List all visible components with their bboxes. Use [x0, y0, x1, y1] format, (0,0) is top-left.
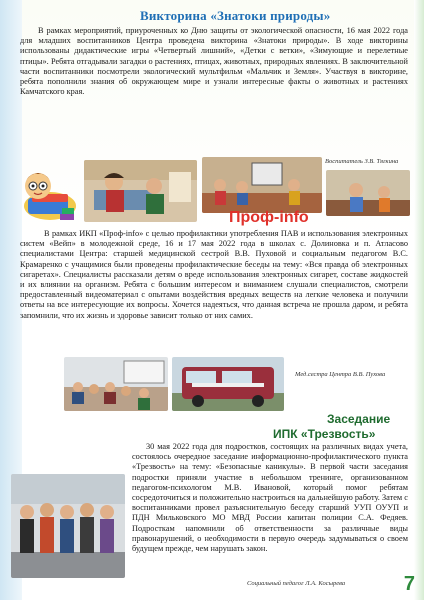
section1-paragraph: В рамках мероприятий, приуроченных ко Дню защиты от экологической опасности, 16 мая 2022 года для младших воспитанников Центра проведена викторина «Знатоки природы». В ходе викторины использованы дидактические игры «Четвертый лишний», «Детки с ветки», «Зимующие и перелетные птицы». Ребята отгадывали загадки о растениях, птицах, животных, природных явлениях. В заключительной части воспитанники посмотрели экологический мультфильм «Мальчик и Земля». Участвуя в викторине, ребята пополнили знания об окружающем мире и узнали интересные факты о животных и растениях Камчатского края.	[20, 26, 408, 97]
section1-signature: Воспитатель З.В. Тягкина	[325, 158, 399, 165]
section3-paragraph: 30 мая 2022 года для подростков, состоящих на различных видах учета, состоялось очередное заседание информационно-профилактического пункта «Трезвость» на тему: «Безопасные каникулы». В первой части заседания подростки приняли участие в небольшом тренинге, организованном педагогом-психологом М.В. Ивановой, который помог ребятам сосредоточиться и положительно настроиться на дальнейшую работу. Затем с воспитанниками провел разъяснительную беседу старший УУП ОУУП и ПДН Мильковского МО МВД России капитан полиции С.А. Федяев. Подросткам напомнили об ответственности за различные виды правонарушений, о необходимости в первую очередь задумываться о своем будущем прежде, чем нарушать закон.	[20, 442, 408, 568]
section3-signature: Социальный педагог Л.А. Косырева	[247, 580, 346, 587]
section2-photo-2	[172, 357, 284, 411]
section2-paragraph: В рамках ИКП «Проф-info» с целью профилактики употребления ПАВ и использования электронных систем «Вейп» в молодежной среде, 16 и 17 мая 2022 года в школах с. Долиновка и п. Атласово специалистами Центра: старшей медицинской сестрой В.В. Пуховой и социальным педагогом В.С. Крамаренко с учащимися были проведены профилактические беседы на тему: «Вся правда об электронных сигаретах». Специалисты рассказали детям о вреде использования электронных сигарет, составе жидкостей и их влиянии на организм. Ребята с большим интересом и вниманием слушали специалистов, смотрели предоставленный видеоматериал с опытами воздействия вредных веществ на легкие человека и получили ответы на все интересующие их вопросы. Хочется надеяться, что данная встреча не прошла даром, и ребята запомнили, что их жизнь и здоровье зависит только от них самих.	[20, 229, 408, 320]
section3-title-line1: Заседание	[327, 412, 391, 426]
section1-title: Викторина «Знатоки природы»	[140, 8, 331, 23]
section1-photo-3	[326, 170, 410, 216]
section1-photo-1	[84, 160, 197, 222]
section2-signature: Мед.сестра Центра В.В. Пухова	[295, 371, 386, 378]
cartoon-bookworm-illustration	[10, 158, 80, 228]
section3-group-photo	[11, 474, 125, 578]
page-number: 7	[403, 573, 415, 595]
section1-photo-2	[202, 157, 322, 213]
section2-photo-1	[64, 357, 168, 411]
right-decor-strip	[414, 0, 424, 600]
section2-title: Проф-info	[229, 209, 309, 226]
section3-title-line2: ИПК «Трезвость»	[273, 427, 376, 441]
